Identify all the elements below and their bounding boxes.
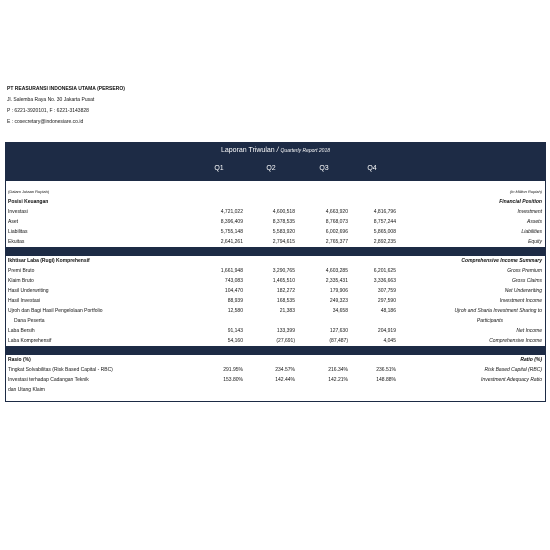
row-label-id: Investasi terhadap Cadangan Teknik xyxy=(8,377,89,383)
ratio-row-continuation xyxy=(6,385,545,395)
value-q3: 127,630 xyxy=(329,328,348,334)
report-title-en: Quarterly Report 2018 xyxy=(280,148,331,154)
quarter-header-q1: Q1 xyxy=(214,165,224,172)
financial-position-row xyxy=(6,237,545,247)
report-title-separator: / xyxy=(276,147,279,154)
value-q2: 5,583,920 xyxy=(272,229,295,235)
company-name: PT REASURANSI INDONESIA UTAMA (PERSERO) xyxy=(7,86,125,92)
value-q4: 297,590 xyxy=(377,298,396,304)
value-q3: 249,323 xyxy=(329,298,348,304)
section-header-income-summary xyxy=(6,256,545,266)
value-q3: 216.34% xyxy=(328,367,348,373)
income-summary-row-continuation xyxy=(6,316,545,326)
row-label-id: Aset xyxy=(8,219,19,225)
company-header xyxy=(7,84,125,128)
units-row xyxy=(6,187,545,197)
row-label-en: Equity xyxy=(528,239,542,245)
section-title-id: Posisi Keuangan xyxy=(8,199,49,205)
quarter-header-q3: Q3 xyxy=(319,165,329,172)
financial-position-row xyxy=(6,227,545,237)
company-address: Jl. Salemba Raya No. 30 Jakarta Pusat xyxy=(7,97,95,103)
row-label-en: Comprehensive Income xyxy=(489,338,542,344)
value-q1: 153.80% xyxy=(223,377,243,383)
value-q1: 5,755,148 xyxy=(220,229,243,235)
section-title-id: Rasio (%) xyxy=(8,357,31,363)
row-label-id: Investasi xyxy=(8,209,28,215)
row-label-en: Investment Adequacy Ratio xyxy=(481,377,542,383)
value-q1: 54,160 xyxy=(227,338,243,344)
row-label-id: Laba Komprehensif xyxy=(8,338,52,344)
report-title-band xyxy=(6,143,545,181)
value-q4: 3,336,663 xyxy=(373,278,396,284)
row-label-en: Net Income xyxy=(516,328,542,334)
value-q2: 3,290,765 xyxy=(272,268,295,274)
row-label-id: Laba Bersih xyxy=(8,328,35,334)
row-label-en: Risk Based Capital (RBC) xyxy=(484,367,542,373)
section-divider xyxy=(6,346,545,355)
value-q4: 2,892,235 xyxy=(373,239,396,245)
units-label-en: (In Million Rupiah) xyxy=(509,189,542,194)
financial-position-row xyxy=(6,207,545,217)
value-q1: 88,939 xyxy=(227,298,243,304)
value-q4: 204,919 xyxy=(377,328,396,334)
value-q4: 148.88% xyxy=(376,377,396,383)
ratio-row xyxy=(6,365,545,375)
report-title xyxy=(6,147,545,154)
value-q3: (87,487) xyxy=(329,338,348,344)
row-label-en: Assets xyxy=(526,219,542,225)
value-q1: 743,083 xyxy=(224,278,243,284)
value-q1: 1,661,948 xyxy=(220,268,243,274)
value-q4: 4,816,796 xyxy=(373,209,396,215)
row-label-id: Liabilitas xyxy=(8,229,28,235)
value-q4: 307,759 xyxy=(377,288,396,294)
value-q1: 4,721,022 xyxy=(220,209,243,215)
row-label-en: Investment xyxy=(517,209,542,215)
value-q1: 8,396,409 xyxy=(220,219,243,225)
value-q1: 2,641,261 xyxy=(220,239,243,245)
row-label-id: Ekuitas xyxy=(8,239,25,245)
section-title-en: Ratio (%) xyxy=(520,357,542,363)
income-summary-row xyxy=(6,336,545,346)
row-label-en: Gross Claims xyxy=(511,278,542,284)
value-q3: 179,906 xyxy=(329,288,348,294)
row-label-id: Tingkat Solvabilitas (Risk Based Capital - RBC) xyxy=(8,367,113,373)
value-q3: 34,658 xyxy=(332,308,348,314)
company-phone: P : 6221-3920101, F : 6221-3143828 xyxy=(7,108,89,114)
value-q4: 4,045 xyxy=(383,338,396,344)
income-summary-row xyxy=(6,286,545,296)
quarter-header-q4: Q4 xyxy=(367,165,377,172)
section-title-en: Financial Position xyxy=(499,199,542,205)
value-q1: 291.95% xyxy=(223,367,243,373)
row-label-id: Hasil Investasi xyxy=(8,298,41,304)
units-label-id: (Dalam Jutaan Rupiah) xyxy=(8,189,50,194)
section-title-id: Ikhtisar Laba (Rugi) Komprehensif xyxy=(8,258,90,264)
value-q2: 21,383 xyxy=(279,308,295,314)
value-q2: 1,465,510 xyxy=(272,278,295,284)
value-q1: 104,470 xyxy=(224,288,243,294)
value-q3: 6,002,696 xyxy=(325,229,348,235)
row-label-en: Investment Income xyxy=(499,298,542,304)
row-label-en: Liabilities xyxy=(521,229,542,235)
value-q2: 8,378,535 xyxy=(272,219,295,225)
quarter-header-q2: Q2 xyxy=(266,165,276,172)
value-q2: 2,794,615 xyxy=(272,239,295,245)
value-q3: 8,768,073 xyxy=(325,219,348,225)
value-q4: 8,757,244 xyxy=(373,219,396,225)
value-q4: 48,186 xyxy=(380,308,396,314)
value-q3: 4,663,920 xyxy=(325,209,348,215)
row-label-id-continued: Dana Peserta xyxy=(14,318,45,324)
value-q3: 2,335,431 xyxy=(325,278,348,284)
row-label-id: Klaim Bruto xyxy=(8,278,34,284)
row-label-id: Ujroh dan Bagi Hasil Pengelolaan Portfolio xyxy=(8,308,103,314)
financial-position-row xyxy=(6,217,545,227)
row-label-id-continued: dan Utang Klaim xyxy=(8,387,45,393)
income-summary-row xyxy=(6,306,545,316)
value-q2: 133,399 xyxy=(276,328,295,334)
income-summary-row xyxy=(6,266,545,276)
row-label-en: Ujroh and Sharia Investment Sharing to xyxy=(454,308,542,314)
value-q4: 236.51% xyxy=(376,367,396,373)
income-summary-row xyxy=(6,276,545,286)
row-label-en-continued: Participants xyxy=(476,318,503,324)
value-q2: 182,272 xyxy=(276,288,295,294)
value-q3: 4,603,285 xyxy=(325,268,348,274)
value-q4: 6,201,625 xyxy=(373,268,396,274)
report-title-id: Laporan Triwulan xyxy=(220,147,275,154)
value-q3: 142.21% xyxy=(328,377,348,383)
value-q2: 168,535 xyxy=(276,298,295,304)
value-q2: 142.44% xyxy=(275,377,295,383)
section-divider xyxy=(6,247,545,256)
quarterly-report-table xyxy=(5,142,546,402)
ratio-row xyxy=(6,375,545,385)
value-q2: 234.57% xyxy=(275,367,295,373)
value-q1: 12,580 xyxy=(227,308,243,314)
income-summary-row xyxy=(6,296,545,306)
row-label-en: Net Underwriting xyxy=(504,288,542,294)
value-q3: 2,765,377 xyxy=(325,239,348,245)
row-label-en: Gross Premium xyxy=(507,268,542,274)
income-summary-row xyxy=(6,326,545,336)
row-label-id: Premi Bruto xyxy=(8,268,35,274)
section-header-ratios xyxy=(6,355,545,365)
row-label-id: Hasil Underwriting xyxy=(8,288,49,294)
value-q2: (27,691) xyxy=(276,338,295,344)
value-q1: 91,143 xyxy=(227,328,243,334)
section-title-en: Comprehensive Income Summary xyxy=(461,258,542,264)
company-email: E : cosecretary@indonesiare.co.id xyxy=(7,119,84,125)
value-q2: 4,600,518 xyxy=(272,209,295,215)
section-header-financial-position xyxy=(6,197,545,207)
value-q4: 5,865,008 xyxy=(373,229,396,235)
